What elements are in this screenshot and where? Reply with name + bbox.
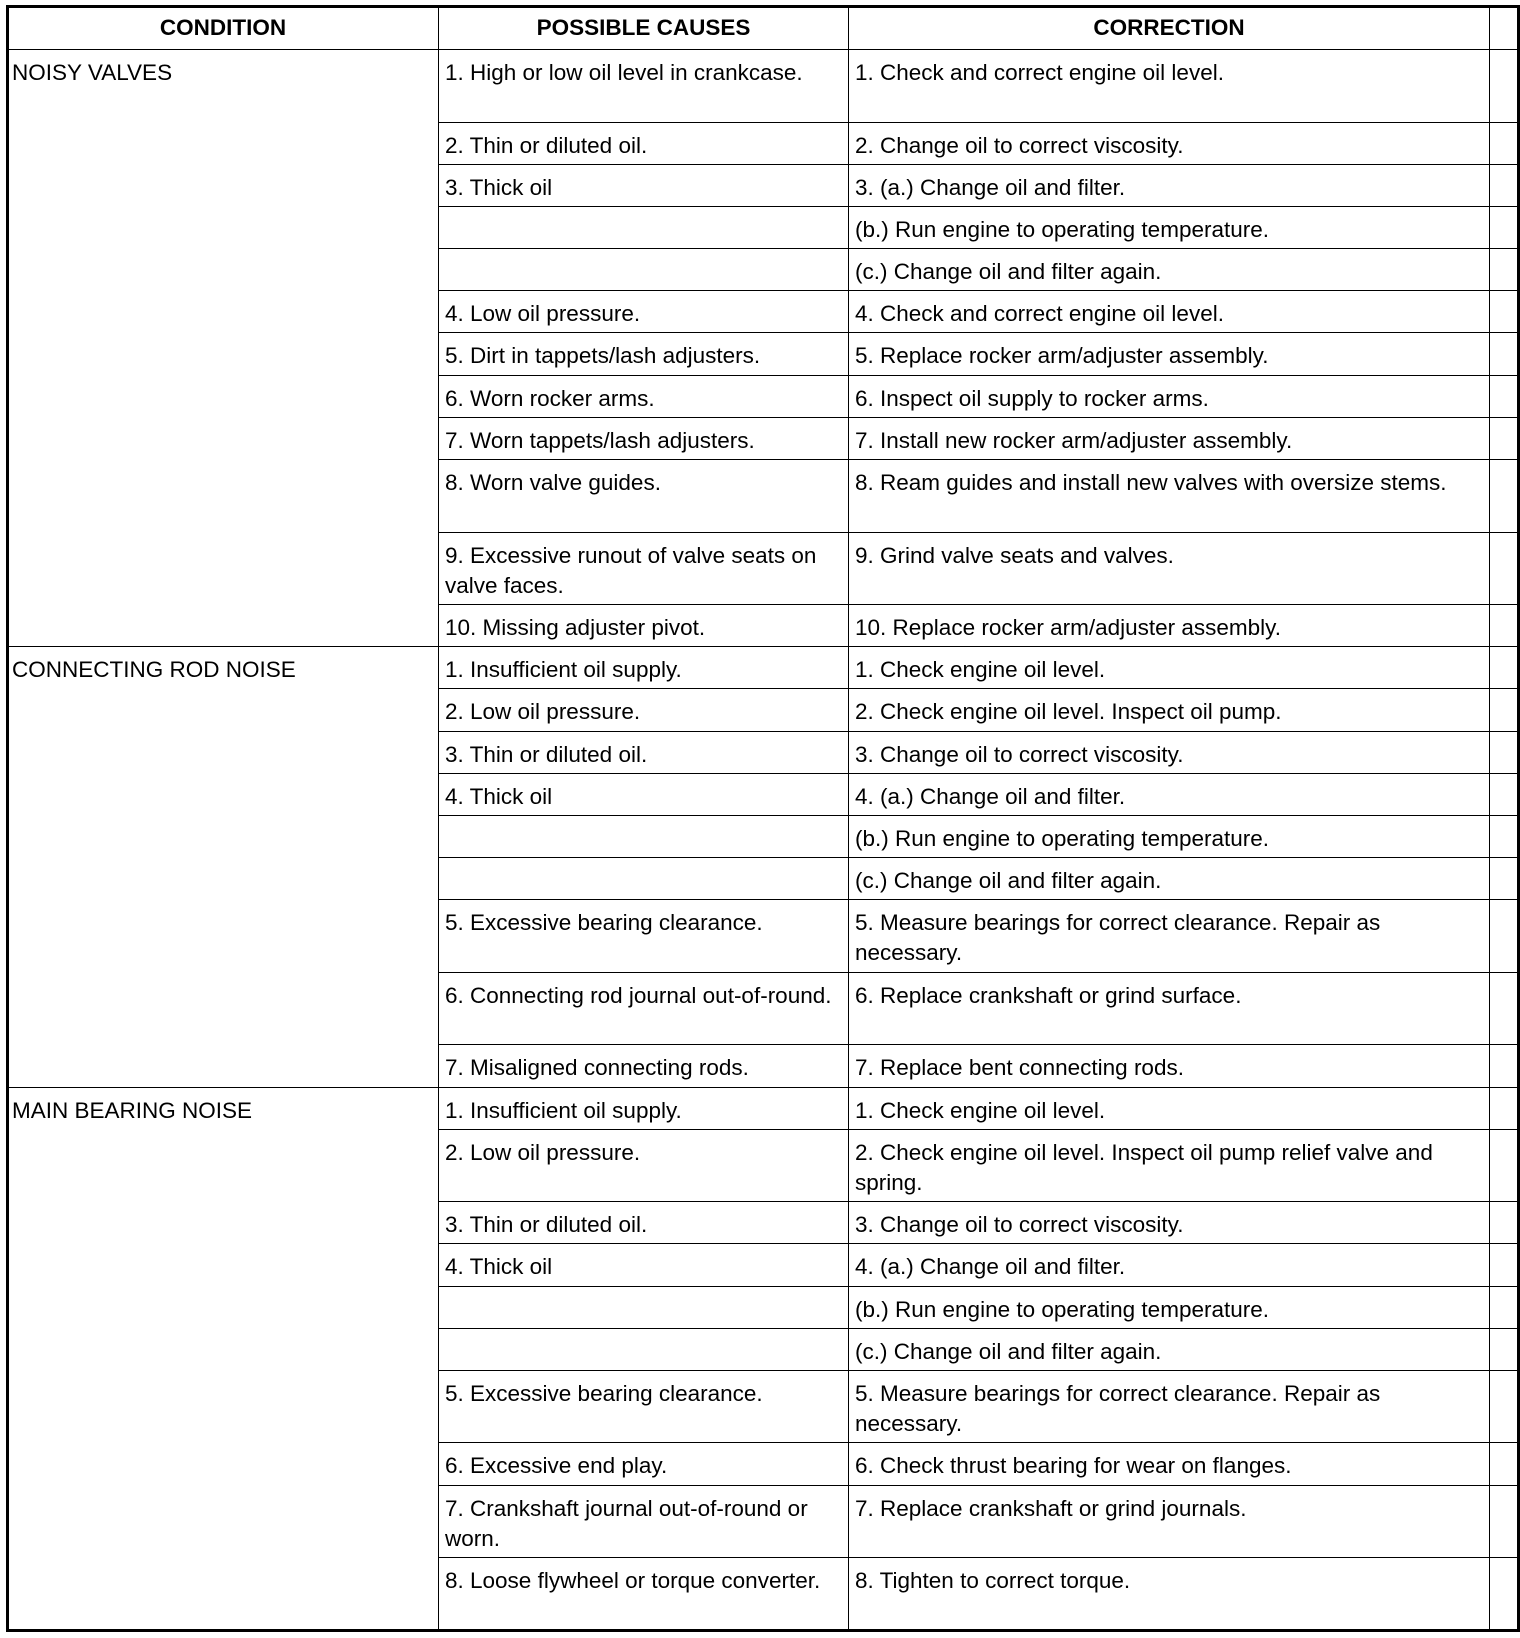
correction-cell: 5. Measure bearings for correct clearance. Repair as necessary.	[849, 900, 1490, 973]
correction-cell: 3. Change oil to correct viscosity.	[849, 1202, 1490, 1244]
blank-column-cell	[1490, 773, 1520, 815]
possible-cause-cell: 7. Crankshaft journal out-of-round or worn.	[439, 1485, 849, 1558]
possible-cause-cell: 10. Missing adjuster pivot.	[439, 605, 849, 647]
header-row	[8, 7, 1520, 50]
blank-column-cell	[1490, 1202, 1520, 1244]
table-body	[8, 50, 1520, 1631]
possible-cause-cell: 2. Low oil pressure.	[439, 689, 849, 731]
blank-column-cell	[1490, 164, 1520, 206]
correction-cell: 7. Replace bent connecting rods.	[849, 1045, 1490, 1087]
correction-cell: 2. Check engine oil level. Inspect oil pump.	[849, 689, 1490, 731]
diagnosis-table	[7, 6, 1520, 1631]
blank-column-cell	[1490, 1244, 1520, 1286]
header-possible-causes: POSSIBLE CAUSES	[439, 7, 849, 50]
blank-column-cell	[1490, 900, 1520, 973]
possible-cause-cell: 5. Excessive bearing clearance.	[439, 900, 849, 973]
correction-cell: 6. Replace crankshaft or grind surface.	[849, 972, 1490, 1045]
possible-cause-cell: 4. Low oil pressure.	[439, 291, 849, 333]
correction-cell: (c.) Change oil and filter again.	[849, 1328, 1490, 1370]
possible-cause-cell: 1. High or low oil level in crankcase.	[439, 50, 849, 123]
table-row	[8, 1087, 1520, 1129]
correction-cell: 2. Check engine oil level. Inspect oil pump relief valve and spring.	[849, 1129, 1490, 1202]
possible-cause-cell: 4. Thick oil	[439, 773, 849, 815]
correction-cell: (c.) Change oil and filter again.	[849, 249, 1490, 291]
possible-cause-cell: 3. Thick oil	[439, 164, 849, 206]
blank-column-cell	[1490, 460, 1520, 533]
condition-cell: CONNECTING ROD NOISE	[8, 647, 439, 1087]
blank-column-cell	[1490, 605, 1520, 647]
possible-cause-cell: 4. Thick oil	[439, 1244, 849, 1286]
possible-cause-cell	[439, 206, 849, 248]
blank-column-cell	[1490, 122, 1520, 164]
possible-cause-cell	[439, 858, 849, 900]
possible-cause-cell: 2. Thin or diluted oil.	[439, 122, 849, 164]
blank-column-cell	[1490, 731, 1520, 773]
correction-cell: 4. Check and correct engine oil level.	[849, 291, 1490, 333]
possible-cause-cell: 7. Worn tappets/lash adjusters.	[439, 417, 849, 459]
correction-cell: 6. Check thrust bearing for wear on flanges.	[849, 1443, 1490, 1485]
blank-column-cell	[1490, 417, 1520, 459]
correction-cell: 3. Change oil to correct viscosity.	[849, 731, 1490, 773]
correction-cell: 8. Ream guides and install new valves with oversize stems.	[849, 460, 1490, 533]
blank-column-cell	[1490, 1370, 1520, 1443]
table-row	[8, 50, 1520, 123]
blank-column-cell	[1490, 1443, 1520, 1485]
possible-cause-cell: 7. Misaligned connecting rods.	[439, 1045, 849, 1087]
blank-column-cell	[1490, 1045, 1520, 1087]
possible-cause-cell: 9. Excessive runout of valve seats on valve faces.	[439, 532, 849, 605]
correction-cell: 5. Replace rocker arm/adjuster assembly.	[849, 333, 1490, 375]
correction-cell: (b.) Run engine to operating temperature.	[849, 815, 1490, 857]
possible-cause-cell: 5. Dirt in tappets/lash adjusters.	[439, 333, 849, 375]
header-condition: CONDITION	[8, 7, 439, 50]
blank-column-cell	[1490, 1485, 1520, 1558]
correction-cell: 7. Replace crankshaft or grind journals.	[849, 1485, 1490, 1558]
blank-column-cell	[1490, 375, 1520, 417]
blank-column-cell	[1490, 1129, 1520, 1202]
possible-cause-cell	[439, 1286, 849, 1328]
header-correction: CORRECTION	[849, 7, 1490, 50]
correction-cell: 8. Tighten to correct torque.	[849, 1558, 1490, 1631]
condition-cell: MAIN BEARING NOISE	[8, 1087, 439, 1630]
blank-column-cell	[1490, 1328, 1520, 1370]
blank-column-cell	[1490, 972, 1520, 1045]
possible-cause-cell	[439, 1328, 849, 1370]
correction-cell: 4. (a.) Change oil and filter.	[849, 773, 1490, 815]
correction-cell: (b.) Run engine to operating temperature.	[849, 1286, 1490, 1328]
blank-column-cell	[1490, 249, 1520, 291]
table-row	[8, 647, 1520, 689]
possible-cause-cell: 3. Thin or diluted oil.	[439, 1202, 849, 1244]
possible-cause-cell	[439, 249, 849, 291]
possible-cause-cell: 8. Worn valve guides.	[439, 460, 849, 533]
blank-column-cell	[1490, 1087, 1520, 1129]
correction-cell: 9. Grind valve seats and valves.	[849, 532, 1490, 605]
possible-cause-cell: 8. Loose flywheel or torque converter.	[439, 1558, 849, 1631]
blank-column-cell	[1490, 206, 1520, 248]
possible-cause-cell: 6. Excessive end play.	[439, 1443, 849, 1485]
correction-cell: 2. Change oil to correct viscosity.	[849, 122, 1490, 164]
correction-cell: 6. Inspect oil supply to rocker arms.	[849, 375, 1490, 417]
correction-cell: 5. Measure bearings for correct clearance. Repair as necessary.	[849, 1370, 1490, 1443]
blank-column-cell	[1490, 858, 1520, 900]
correction-cell: 7. Install new rocker arm/adjuster assembly.	[849, 417, 1490, 459]
correction-cell: 1. Check and correct engine oil level.	[849, 50, 1490, 123]
correction-cell: 1. Check engine oil level.	[849, 647, 1490, 689]
possible-cause-cell: 6. Worn rocker arms.	[439, 375, 849, 417]
header-blank-column	[1490, 7, 1520, 50]
blank-column-cell	[1490, 647, 1520, 689]
possible-cause-cell: 1. Insufficient oil supply.	[439, 647, 849, 689]
possible-cause-cell: 3. Thin or diluted oil.	[439, 731, 849, 773]
blank-column-cell	[1490, 815, 1520, 857]
blank-column-cell	[1490, 1286, 1520, 1328]
possible-cause-cell	[439, 815, 849, 857]
possible-cause-cell: 5. Excessive bearing clearance.	[439, 1370, 849, 1443]
possible-cause-cell: 6. Connecting rod journal out-of-round.	[439, 972, 849, 1045]
correction-cell: (b.) Run engine to operating temperature.	[849, 206, 1490, 248]
blank-column-cell	[1490, 532, 1520, 605]
blank-column-cell	[1490, 291, 1520, 333]
possible-cause-cell: 1. Insufficient oil supply.	[439, 1087, 849, 1129]
condition-cell: NOISY VALVES	[8, 50, 439, 647]
blank-column-cell	[1490, 50, 1520, 123]
correction-cell: 10. Replace rocker arm/adjuster assembly.	[849, 605, 1490, 647]
correction-cell: (c.) Change oil and filter again.	[849, 858, 1490, 900]
correction-cell: 3. (a.) Change oil and filter.	[849, 164, 1490, 206]
blank-column-cell	[1490, 689, 1520, 731]
blank-column-cell	[1490, 333, 1520, 375]
correction-cell: 4. (a.) Change oil and filter.	[849, 1244, 1490, 1286]
blank-column-cell	[1490, 1558, 1520, 1631]
possible-cause-cell: 2. Low oil pressure.	[439, 1129, 849, 1202]
correction-cell: 1. Check engine oil level.	[849, 1087, 1490, 1129]
